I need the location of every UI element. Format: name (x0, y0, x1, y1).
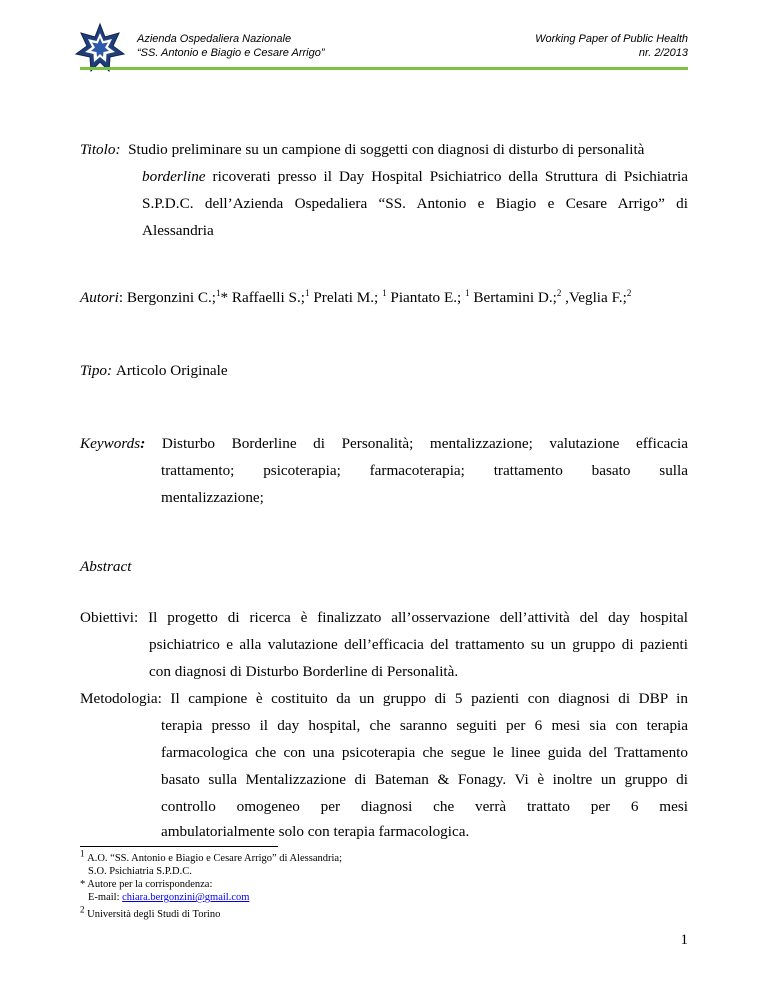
organization-line-2: “SS. Antonio e Biagio e Cesare Arrigo” (137, 47, 325, 59)
page-number: 1 (680, 932, 688, 948)
objectives-line-2: psichiatrico e alla valutazione dell’efficacia del trattamento su un gruppo di pazienti (149, 636, 688, 653)
authors-line (80, 284, 700, 311)
keywords-line-3: mentalizzazione; (161, 489, 264, 506)
author-3-affiliation: 1 (382, 287, 387, 298)
organization-name (137, 32, 325, 60)
author-4: Piantato E.; (386, 289, 462, 306)
keywords-line-1 (80, 430, 688, 457)
title-line-2 (142, 163, 688, 190)
keywords-line-2: trattamento; psicoterapia; farmacoterapia; trattamento basato sulla (161, 462, 688, 479)
objectives-line-3: con diagnosi di Disturbo Borderline di Personalità. (149, 663, 459, 680)
abstract-heading: Abstract (80, 558, 132, 575)
email-prefix: E-mail: (88, 892, 123, 903)
footnote-rule (80, 846, 278, 847)
author-2-affiliation: 1 (305, 287, 310, 298)
methods-line-2: terapia presso il day hospital, che saranno seguiti per 6 mesi sia con terapia (161, 717, 688, 734)
keywords-colon: : (140, 435, 146, 452)
footnote-2-mark: 2 (80, 904, 85, 915)
footnote-2 (80, 904, 480, 921)
methods-line-5: controllo omogeneo per diagnosi che verrà trattato per 6 mesi (161, 798, 688, 815)
author-5: Bertamini D.; (469, 289, 557, 306)
author-6: ,Veglia F.; (561, 289, 627, 306)
footnote-1-mark: 1 (80, 848, 85, 859)
email-link[interactable]: chiara.bergonzini@gmail.com (122, 892, 250, 903)
author-6-affiliation: 2 (626, 287, 632, 298)
series-number: nr. 2/2013 (638, 47, 688, 59)
objectives-line-1: Obiettivi: Il progetto di ricerca è finalizzato all’osservazione dell’attività del day hospital (80, 609, 688, 626)
author-5-affiliation: 2 (556, 287, 562, 298)
author-1-affiliation: 1 (216, 287, 221, 298)
keywords-text-line-1: Disturbo Borderline di Personalità; mentalizzazione; valutazione efficacia (161, 435, 688, 452)
footnote-star-line-2 (80, 891, 480, 904)
series-info (535, 32, 688, 60)
type-label: Tipo: (80, 362, 113, 379)
methods-line-1: Metodologia: Il campione è costituito da un gruppo di 5 pazienti con diagnosi di DBP in (80, 690, 688, 707)
methods-line-4: basato sulla Mentalizzazione di Bateman & Fonagy. Vi è inoltre un gruppo di (161, 771, 688, 788)
footnote-1-line-2: S.O. Psichiatria S.P.D.C. (88, 866, 192, 877)
type-value: Articolo Originale (115, 362, 228, 379)
series-title: Working Paper of Public Health (535, 33, 688, 45)
footnote-1 (80, 848, 480, 921)
title-text-line-1: Studio preliminare su un campione di soggetti con diagnosi di disturbo di personalità (128, 141, 645, 158)
header-rule (80, 67, 688, 70)
footnote-2-text: Università degli Studi di Torino (87, 909, 221, 920)
page-header (0, 0, 768, 75)
methods-line-3: farmacologica che con una psicoterapia che segue le linee guida del Trattamento (161, 744, 688, 761)
title-text-line-2: ricoverati presso il Day Hospital Psichiatrico della Struttura di Psichiatria (205, 168, 688, 185)
organization-line-1: Azienda Ospedaliera Nazionale (137, 33, 292, 45)
author-3: Prelati M.; (309, 289, 379, 306)
title-italic-word: borderline (142, 168, 206, 185)
author-1: : Bergonzini C.; (118, 289, 216, 306)
footnote-1-line-1: A.O. “SS. Antonio e Biagio e Cesare Arrigo” di Alessandria; (87, 853, 343, 864)
author-4-affiliation: 1 (465, 287, 470, 298)
authors-label: Autori (80, 289, 119, 306)
methods-line-6: ambulatorialmente solo con terapia farmacologica. (161, 823, 470, 840)
title-line-1 (80, 136, 688, 163)
title-line-4: Alessandria (142, 222, 214, 239)
article-type (80, 357, 688, 384)
title-line-3: S.P.D.C. dell’Azienda Ospedaliera “SS. Antonio e Biagio e Cesare Arrigo” di (142, 195, 688, 212)
author-2: * Raffaelli S.; (220, 289, 306, 306)
footnote-star-line-1: * Autore per la corrispondenza: (80, 879, 213, 890)
title-label: Titolo: (80, 141, 121, 158)
keywords-label: Keywords (80, 435, 141, 452)
